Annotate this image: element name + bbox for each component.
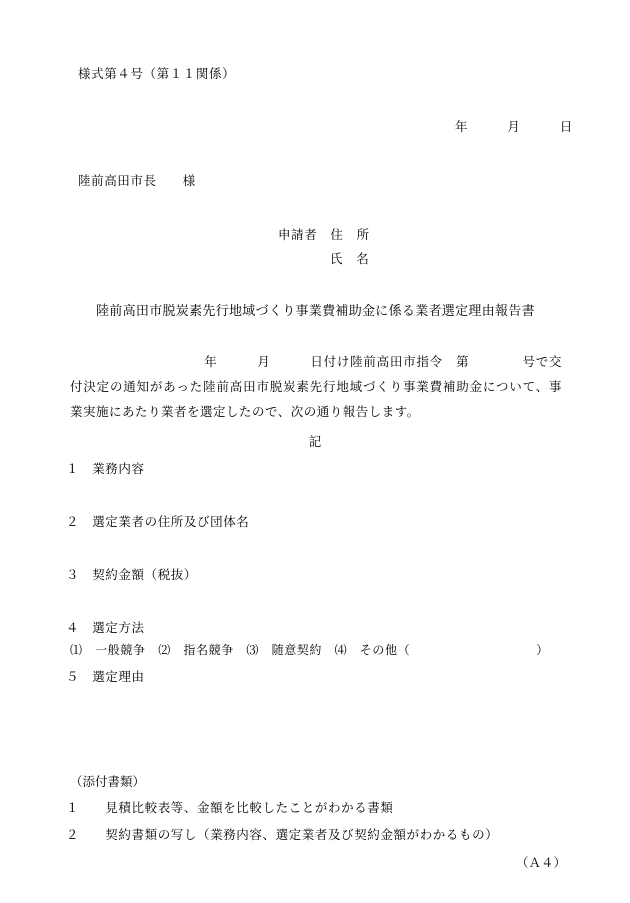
selection-method-options: ⑴ 一般競争 ⑵ 指名競争 ⑶ 随意契約 ⑷ その他（ ） [70, 643, 549, 657]
ki-marker: 記 [308, 435, 322, 449]
applicant-name-label: 氏 名 [330, 252, 370, 266]
attachment-item-2: ２ 契約書類の写し（業務内容、選定業者及び契約金額がわかるもの） [66, 828, 499, 842]
addressee: 陸前高田市長 様 [78, 174, 196, 188]
attachments-heading: （添付書類） [70, 775, 146, 789]
item-selection-reason: ５ 選定理由 [66, 670, 145, 684]
item-business-content: １ 業務内容 [66, 462, 145, 476]
item-selected-vendor-address-name: ２ 選定業者の住所及び団体名 [66, 515, 250, 529]
form-number: 様式第４号（第１１関係） [78, 67, 236, 81]
document-title: 陸前高田市脱炭素先行地域づくり事業費補助金に係る業者選定理由報告書 [96, 303, 535, 318]
item-contract-amount: ３ 契約金額（税抜） [66, 568, 198, 582]
body-text-block [70, 350, 562, 425]
attachment-item-1: １ 見積比較表等、金額を比較したことがわかる書類 [66, 801, 394, 815]
applicant-address-label: 申請者 住 所 [278, 228, 370, 242]
date-line: 年 月 日 [455, 120, 573, 134]
item-selection-method: ４ 選定方法 [66, 621, 145, 635]
body-paragraph: 年 月 日付け陸前高田市指令 第 号で交付決定の通知があった陸前高田市脱炭素先行地域づくり事業費補助金について、事業実施にあたり業者を選定したので、次の通り報告します。 [70, 355, 562, 419]
paper-size-label: （Ａ４） [516, 856, 567, 870]
